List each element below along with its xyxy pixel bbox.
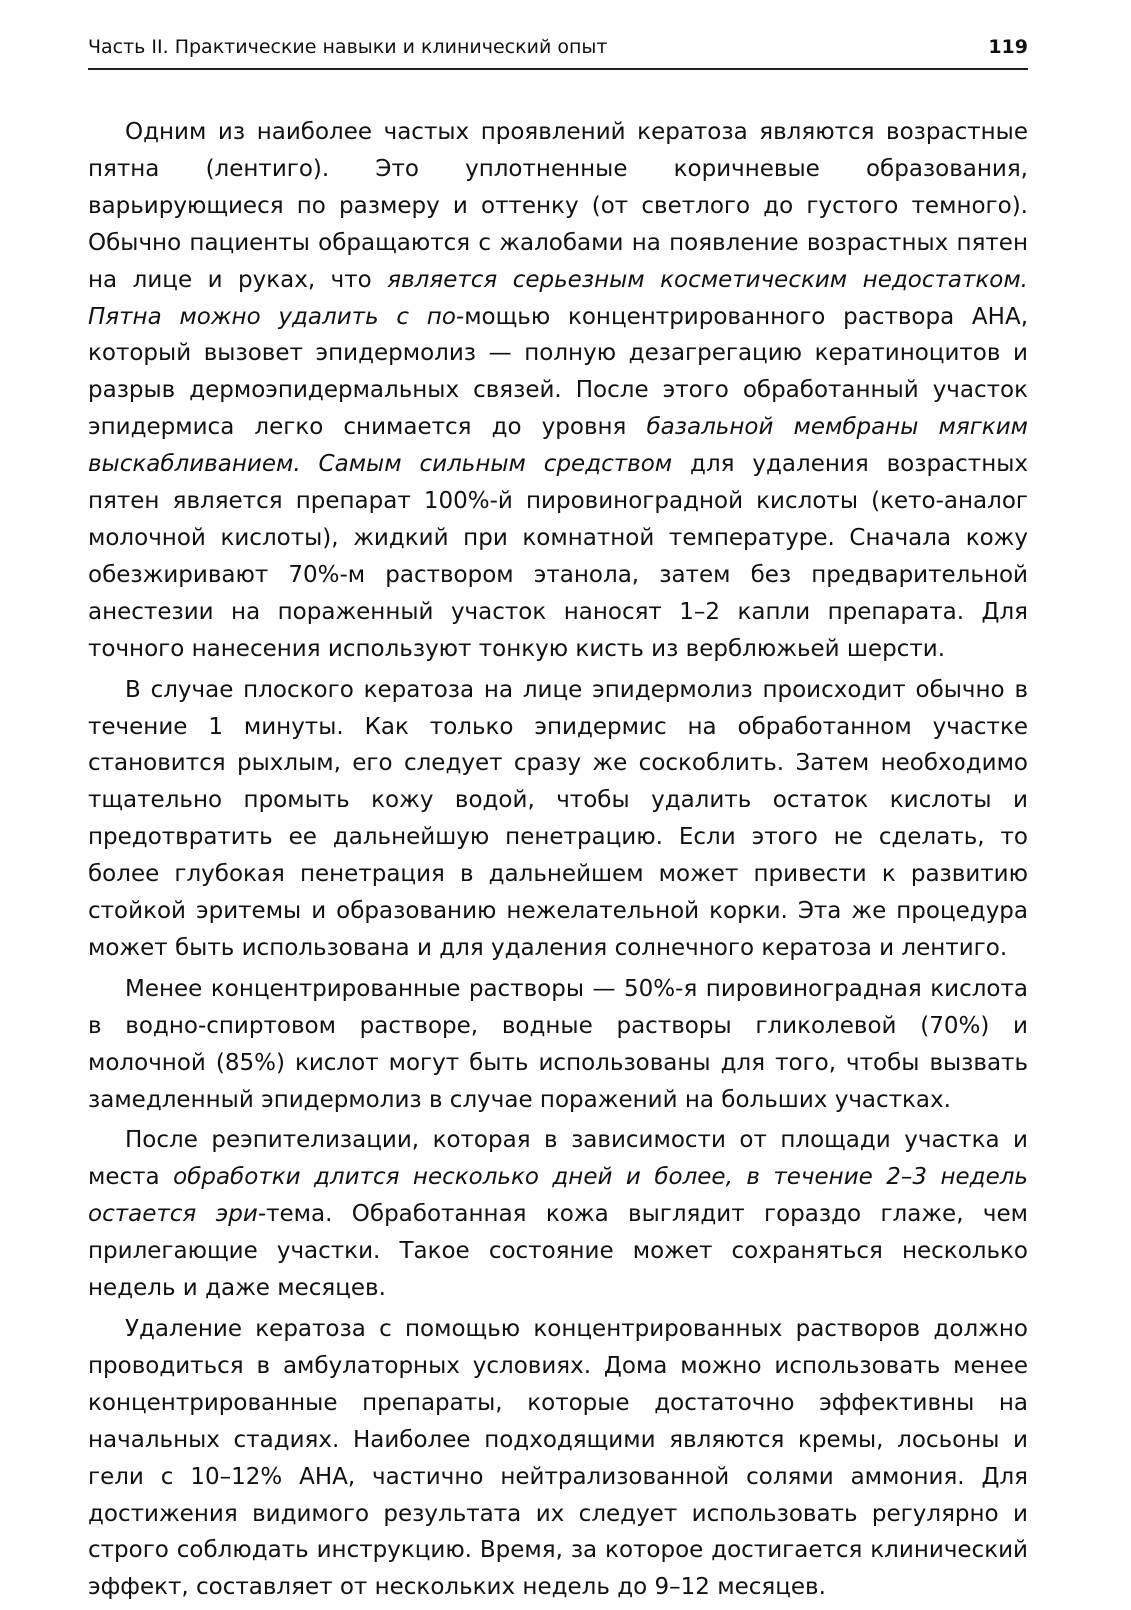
paragraph-1-run-3: мощью концентрированного раствора АНА, который вызовет эпидермолиз — полную дезагрегацию кератиноцитов и разрыв дермоэпидермальных связей. После этого обработанный участок эпидермиса легко снимается до уровня (88, 303, 1029, 441)
paragraph-2 (88, 672, 1028, 967)
body-text (88, 114, 1028, 1610)
paragraph-1-run-4-italic: базальной мембраны мягким выскабливанием. Самым сильным средством (88, 414, 1029, 478)
paragraph-4 (88, 1122, 1028, 1307)
header-rule (88, 68, 1028, 70)
paragraph-2-run-1: В случае плоского кератоза на лице эпидермолиз происходит обычно в течение 1 минуты. Как только эпидермис на обработанном участке становится рыхлым, его следует сразу же соскоблить. Затем необходимо тщательно промыть кожу водой, чтобы удалить остаток кислоты и предотвратить ее дальнейшую пенетрацию. Если этого не сделать, то более глубокая пенетрация в дальнейшем может привести к развитию стойкой эритемы и образованию нежелательной корки. Эта же процедура может быть использована и для удаления солнечного кератоза и лентиго. (88, 676, 1028, 961)
paragraph-4-run-3: тема. Обработанная кожа выглядит гораздо глаже, чем прилегающие участки. Такое состояние может сохраняться несколько недель и даже месяцев. (88, 1201, 1028, 1302)
paragraph-4-run-2-italic: обработки длится несколько дней и более, в течение 2–3 недель остается эри- (88, 1164, 1028, 1228)
paragraph-4-run-1: После реэпителизации, которая в зависимости от площади участка и места (88, 1127, 1028, 1191)
page-number: 119 (988, 36, 1028, 58)
paragraph-1 (88, 114, 1028, 668)
paragraph-1-run-5: для удаления возрастных пятен является препарат 100%-й пировиноградной кислоты (кето-аналог молочной кислоты), жидкий при комнатной температуре. Сначала кожу обезжиривают 70%-м раствором этанола, затем без предварительной анестезии на пораженный участок наносят 1–2 капли препарата. Для точного нанесения используют тонкую кисть из верблюжьей шерсти. (88, 451, 1029, 662)
paragraph-3-run-1: Менее концентрированные растворы — 50%-я пировиноградная кислота в водно-спиртовом растворе, водные растворы гликолевой (70%) и молочной (85%) кислот могут быть использованы для того, чтобы вызвать замедленный эпидермолиз в случае поражений на больших участках. (88, 975, 1028, 1113)
section-title: Часть II. Практические навыки и клинический опыт (88, 36, 608, 58)
paragraph-1-run-2-italic: является серьезным косметическим недостатком. Пятна можно удалить с по- (88, 266, 1028, 330)
paragraph-5 (88, 1311, 1028, 1606)
paragraph-3 (88, 971, 1028, 1119)
paragraph-1-run-1: Одним из наиболее частых проявлений кератоза являются возрастные пятна (лентиго). Это уплотненные коричневые образования, варьирующиеся по размеру и оттенку (от светлого до густого темного). Обычно пациенты обращаются с жалобами на появление возрастных пятен на лице и руках, что (88, 119, 1028, 293)
paragraph-5-run-1: Удаление кератоза с помощью концентрированных растворов должно проводиться в амбулаторных условиях. Дома можно использовать менее концентрированные препараты, которые достаточно эффективны на начальных стадиях. Наиболее подходящими являются кремы, лосьоны и гели с 10–12% АНА, частично нейтрализованной солями аммония. Для достижения видимого результата их следует использовать регулярно и строго соблюдать инструкцию. Время, за которое достигается клинический эффект, составляет от нескольких недель до 9–12 месяцев. (88, 1316, 1028, 1601)
running-header (88, 30, 1028, 64)
